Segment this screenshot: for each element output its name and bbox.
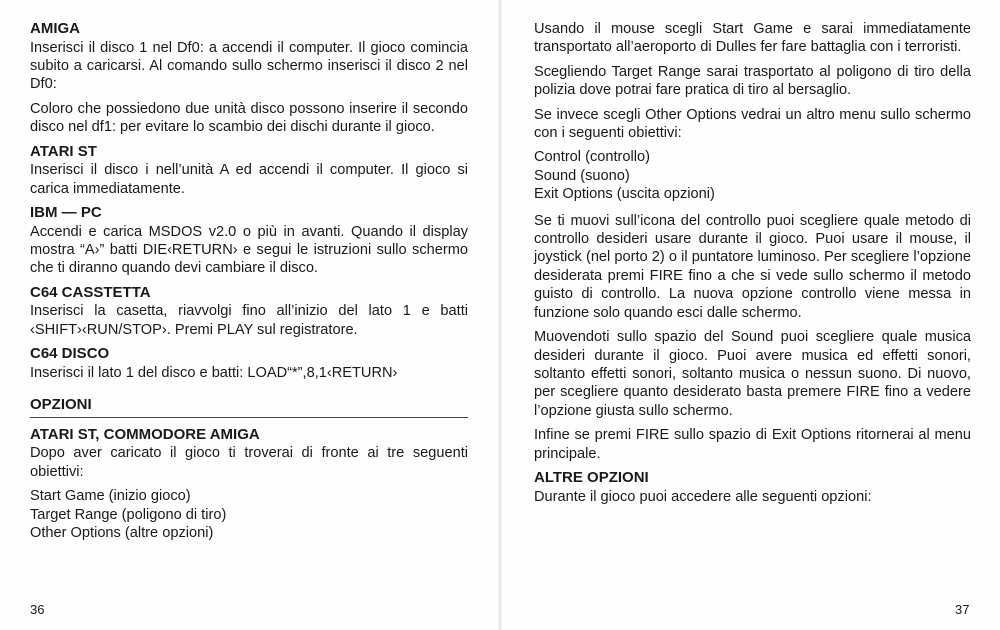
list-item: Control (controllo) — [534, 149, 650, 166]
heading-c64-disk: C64 DISCO — [30, 345, 110, 363]
amiga-paragraph-2: Coloro che possiedono due unità disco possono inserire il secondo disco nel df1: per evitare lo scambio dei dischi durante il gioco. — [30, 100, 468, 136]
heading-ibm-pc: IBM — PC — [30, 204, 102, 222]
heading-atari-st: ATARI ST — [30, 142, 97, 160]
page-number-right: 37 — [955, 602, 970, 617]
list-item: Sound (suono) — [534, 167, 630, 184]
options-list — [534, 148, 971, 203]
control-paragraph: Se ti muovi sull’icona del controllo puoi scegliere quale metodo di controllo desideri usare durante il gioco. Puoi usare il mouse, il joystick (nel porto 2) o il puntatore luminoso. Per scegliere l’opzione desiderata premi FIRE fino a che si vede sullo schermo il metodo guisto di controllo. La nuova opzione controllo viene messa in funzione solo quando esci dalle schermo. — [534, 212, 971, 321]
section-heading-opzioni: OPZIONI — [30, 396, 468, 418]
right-column — [534, 20, 971, 512]
heading-altre-opzioni: ALTRE OPZIONI — [534, 468, 649, 486]
page-number-left: 36 — [30, 602, 45, 617]
atari-paragraph: Inserisci il disco i nell’unità A ed accendi il computer. Il gioco si carica immediatamente. — [30, 162, 468, 197]
amiga-paragraph-1: Inserisci il disco 1 nel Df0: a accendi il computer. Il gioco comincia subito a caricarsi. Al comando sullo schermo inserisci il disco 2 nel Df0: — [30, 39, 468, 93]
page-fold — [498, 0, 502, 630]
c64-cassette-paragraph: Inserisci la casetta, riavvolgi fino all’inizio del lato 1 e batti ‹SHIFT›‹RUN/STOP›. Premi PLAY sul registratore. — [30, 303, 468, 338]
left-column — [30, 20, 468, 550]
target-range-paragraph: Scegliendo Target Range sarai trasportato al poligono di tiro della polizia dove potrai fare pratica di tiro al bersaglio. — [534, 63, 971, 99]
heading-atari-amiga: ATARI ST, COMMODORE AMIGA — [30, 425, 260, 443]
main-menu-list — [30, 487, 468, 542]
sound-paragraph: Muovendoti sullo spazio del Sound puoi scegliere quale musica desideri durante il gioco. Puoi avere musica ed effetti sonori, soltanto effetti sonori, soltanto musica o nessun suono. Di nuovo, per scegliere quanto desiderato basta premere FIRE fino a vedere l’opzione giusta sullo schermo. — [534, 329, 971, 419]
heading-c64-cassette: C64 CASSTETTA — [30, 283, 151, 301]
list-item: Other Options (altre opzioni) — [30, 525, 214, 542]
ibm-paragraph: Accendi e carica MSDOS v2.0 o più in avanti. Quando il display mostra “A›” batti DIE‹RETURN› e segui le istruzioni sullo schermo che ti diranno quando devi cambiare il disco. — [30, 223, 468, 277]
altre-opzioni-paragraph: Durante il gioco puoi accedere alle seguenti opzioni: — [534, 488, 872, 505]
other-options-paragraph: Se invece scegli Other Options vedrai un altro menu sullo schermo con i seguenti obiettivi: — [534, 106, 971, 142]
start-game-paragraph: Usando il mouse scegli Start Game e sarai immediatamente transportato all’aeroporto di Dulles fer fare battaglia con i terroristi. — [534, 21, 971, 56]
exit-options-paragraph: Infine se premi FIRE sullo spazio di Exit Options ritornerai al menu principale. — [534, 427, 971, 462]
list-item: Target Range (poligono di tiro) — [30, 506, 227, 523]
atari-amiga-paragraph: Dopo aver caricato il gioco ti troverai di fronte ai tre seguenti obiettivi: — [30, 445, 468, 480]
list-item: Exit Options (uscita opzioni) — [534, 186, 715, 203]
heading-amiga: AMIGA — [30, 20, 80, 37]
list-item: Start Game (inizio gioco) — [30, 488, 191, 505]
c64-disk-paragraph: Inserisci il lato 1 del disco e batti: LOAD“*”,8,1‹RETURN› — [30, 364, 398, 381]
